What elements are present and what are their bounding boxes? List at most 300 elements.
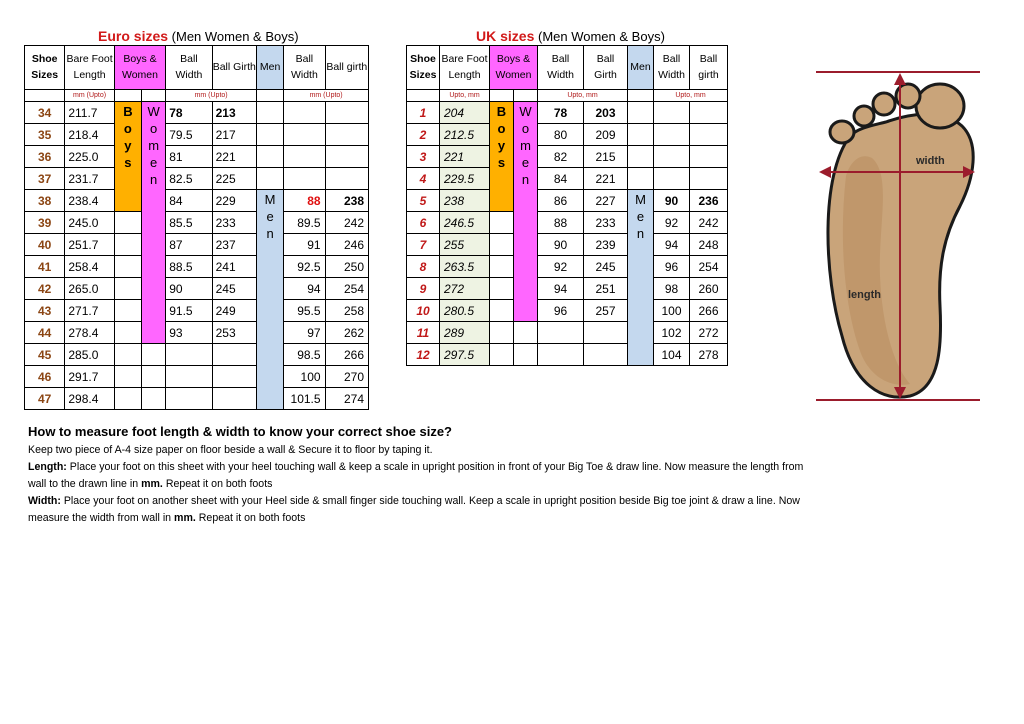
men-ball-girth: 250 <box>325 256 368 278</box>
empty-cell <box>490 344 514 366</box>
men-ball-girth <box>325 168 368 190</box>
ball-width: 84 <box>538 168 584 190</box>
euro.women_label-letter: W <box>147 104 160 119</box>
men-ball-girth <box>325 124 368 146</box>
size-row <box>25 124 369 146</box>
euro.boys_label-letter: y <box>124 137 132 153</box>
header-bare-foot-length: Bare Foot Length <box>65 46 114 90</box>
size-row <box>25 190 369 212</box>
empty-cell <box>114 212 141 234</box>
uk-title <box>476 28 665 44</box>
ball-girth: 227 <box>584 190 628 212</box>
shoe-size: 9 <box>407 278 440 300</box>
unit-length: Upto, mm <box>440 90 490 102</box>
ball-width: 88.5 <box>166 256 212 278</box>
ball-width: 82.5 <box>166 168 212 190</box>
men-ball-width <box>654 146 690 168</box>
ball-width: 85.5 <box>166 212 212 234</box>
uk-title-main: UK sizes <box>476 28 535 44</box>
ball-width: 86 <box>538 190 584 212</box>
men-ball-width <box>284 124 325 146</box>
ball-width: 78 <box>538 102 584 124</box>
shoe-size: 8 <box>407 256 440 278</box>
ball-width: 81 <box>166 146 212 168</box>
men-ball-width: 88 <box>284 190 325 212</box>
bare-foot-length: 289 <box>440 322 490 344</box>
uk.women_label-letter: e <box>521 154 530 170</box>
shoe-size: 3 <box>407 146 440 168</box>
ball-width: 87 <box>166 234 212 256</box>
bare-foot-length: 285.0 <box>65 344 114 366</box>
bare-foot-length: 225.0 <box>65 146 114 168</box>
men-ball-girth: 270 <box>325 366 368 388</box>
ball-girth: 249 <box>212 300 256 322</box>
unit-cell <box>25 90 65 102</box>
empty-cell <box>628 102 654 124</box>
bare-foot-length: 263.5 <box>440 256 490 278</box>
size-row <box>407 102 728 124</box>
size-row <box>25 344 369 366</box>
uk.women_label-letter: W <box>519 104 532 119</box>
boys-label <box>114 102 141 212</box>
men-ball-width: 97 <box>284 322 325 344</box>
men-ball-girth: 258 <box>325 300 368 322</box>
men-ball-width: 98.5 <box>284 344 325 366</box>
uk.men_label-letter: n <box>636 225 645 241</box>
shoe-size: 4 <box>407 168 440 190</box>
euro.women_label-letter: m <box>148 137 160 153</box>
empty-cell <box>490 234 514 256</box>
euro-title-sub: (Men Women & Boys) <box>171 29 299 44</box>
header-men: Men <box>256 46 283 90</box>
men-ball-girth: 260 <box>690 278 728 300</box>
unit-ball: mm (Upto) <box>166 90 257 102</box>
header-boys-women: Boys & Women <box>490 46 538 90</box>
foot-width-label: width <box>916 155 945 167</box>
euro.women_label-letter: o <box>149 120 158 136</box>
ball-width: 78 <box>166 102 212 124</box>
ball-girth: 213 <box>212 102 256 124</box>
uk.women_label-letter: o <box>521 120 530 136</box>
men-ball-girth: 238 <box>325 190 368 212</box>
toe-5 <box>830 121 854 143</box>
header-men-ball-girth: Ball girth <box>325 46 368 90</box>
instructions-heading: How to measure foot length & width to know your correct shoe size? <box>28 424 452 439</box>
empty-cell <box>490 278 514 300</box>
toe-4 <box>854 106 874 126</box>
uk.boys_label-letter: B <box>496 104 507 119</box>
empty-cell <box>514 344 538 366</box>
euro.men_label-letter: n <box>266 225 274 241</box>
foot-measurement-illustration <box>812 66 982 408</box>
ball-girth: 225 <box>212 168 256 190</box>
men-ball-girth: 242 <box>690 212 728 234</box>
bare-foot-length: 251.7 <box>65 234 114 256</box>
men-ball-width: 96 <box>654 256 690 278</box>
men-ball-girth: 266 <box>325 344 368 366</box>
men-ball-girth: 254 <box>690 256 728 278</box>
size-row <box>407 168 728 190</box>
size-row <box>407 124 728 146</box>
ball-width <box>538 322 584 344</box>
shoe-size: 36 <box>25 146 65 168</box>
unit-cell <box>114 90 141 102</box>
instructions-width <box>28 493 808 527</box>
bare-foot-length: 204 <box>440 102 490 124</box>
uk.men_label-letter: e <box>636 208 645 224</box>
ball-width: 91.5 <box>166 300 212 322</box>
shoe-size: 6 <box>407 212 440 234</box>
shoe-size: 38 <box>25 190 65 212</box>
empty-cell <box>490 300 514 322</box>
uk.women_label-letter: n <box>521 171 530 187</box>
men-ball-width: 90 <box>654 190 690 212</box>
bare-foot-length: 278.4 <box>65 322 114 344</box>
men-ball-girth <box>690 168 728 190</box>
empty-cell <box>256 168 283 190</box>
unit-cell <box>407 90 440 102</box>
women-label <box>142 102 166 344</box>
bare-foot-length: 229.5 <box>440 168 490 190</box>
ball-girth: 237 <box>212 234 256 256</box>
width-arrow-head-left <box>819 166 831 178</box>
ball-girth: 245 <box>584 256 628 278</box>
header-men-ball-width: Ball Width <box>654 46 690 90</box>
ball-width: 80 <box>538 124 584 146</box>
empty-cell <box>490 322 514 344</box>
ball-width <box>538 344 584 366</box>
ball-girth: 209 <box>584 124 628 146</box>
men-ball-width: 89.5 <box>284 212 325 234</box>
size-row <box>25 146 369 168</box>
men-ball-girth <box>325 102 368 124</box>
ball-girth: 239 <box>584 234 628 256</box>
men-ball-width: 95.5 <box>284 300 325 322</box>
uk.women_label-letter: m <box>520 137 531 153</box>
size-row <box>25 102 369 124</box>
bare-foot-length: 211.7 <box>65 102 114 124</box>
bare-foot-length: 231.7 <box>65 168 114 190</box>
ball-girth: 221 <box>584 168 628 190</box>
empty-cell <box>114 278 141 300</box>
ball-girth <box>212 366 256 388</box>
empty-cell <box>256 146 283 168</box>
ball-width: 82 <box>538 146 584 168</box>
size-row <box>25 234 369 256</box>
measurement-instructions <box>28 423 808 527</box>
bare-foot-length: 265.0 <box>65 278 114 300</box>
men-ball-girth: 272 <box>690 322 728 344</box>
empty-cell <box>142 344 166 366</box>
empty-cell <box>490 256 514 278</box>
empty-cell <box>628 168 654 190</box>
empty-cell <box>114 344 141 366</box>
men-ball-girth: 262 <box>325 322 368 344</box>
empty-cell <box>114 388 141 410</box>
ball-width <box>166 366 212 388</box>
size-row <box>25 388 369 410</box>
unit-cell <box>628 90 654 102</box>
men-ball-width <box>654 102 690 124</box>
men-ball-girth: 266 <box>690 300 728 322</box>
size-row <box>407 234 728 256</box>
unit-cell <box>142 90 166 102</box>
header-men: Men <box>628 46 654 90</box>
ball-width: 90 <box>166 278 212 300</box>
men-ball-girth: 242 <box>325 212 368 234</box>
toe-3 <box>873 93 895 115</box>
shoe-size: 41 <box>25 256 65 278</box>
header-ball-girth: Ball Girth <box>584 46 628 90</box>
length-label: Length: <box>28 461 67 473</box>
ball-width: 94 <box>538 278 584 300</box>
empty-cell <box>114 234 141 256</box>
men-ball-girth: 274 <box>325 388 368 410</box>
size-row <box>25 168 369 190</box>
bare-foot-length: 272 <box>440 278 490 300</box>
men-ball-width <box>284 168 325 190</box>
empty-cell <box>256 102 283 124</box>
unit-cell <box>514 90 538 102</box>
size-row <box>25 366 369 388</box>
foot-length-label: length <box>848 289 881 301</box>
uk-title-sub: (Men Women & Boys) <box>537 29 665 44</box>
empty-cell <box>142 366 166 388</box>
euro-title <box>98 28 299 44</box>
shoe-size: 40 <box>25 234 65 256</box>
ball-girth: 253 <box>212 322 256 344</box>
ball-width: 84 <box>166 190 212 212</box>
size-row <box>407 344 728 366</box>
men-ball-width: 100 <box>284 366 325 388</box>
ball-width: 92 <box>538 256 584 278</box>
shoe-size: 44 <box>25 322 65 344</box>
unit-men: mm (Upto) <box>284 90 369 102</box>
boys-label <box>490 102 514 212</box>
euro.boys_label-letter: s <box>124 154 132 170</box>
men-ball-width: 92.5 <box>284 256 325 278</box>
bare-foot-length: 218.4 <box>65 124 114 146</box>
men-ball-width: 98 <box>654 278 690 300</box>
length-arrow-head-top <box>894 73 906 85</box>
empty-cell <box>142 388 166 410</box>
men-ball-width <box>284 146 325 168</box>
unit-ball: Upto, mm <box>538 90 628 102</box>
header-bare-foot-length: Bare Foot Length <box>440 46 490 90</box>
size-row <box>407 256 728 278</box>
size-row <box>25 278 369 300</box>
size-row <box>25 322 369 344</box>
men-ball-width: 100 <box>654 300 690 322</box>
euro.women_label-letter: n <box>149 171 158 187</box>
women-label <box>514 102 538 322</box>
men-ball-width <box>284 102 325 124</box>
bare-foot-length: 238 <box>440 190 490 212</box>
shoe-size: 12 <box>407 344 440 366</box>
empty-cell <box>114 256 141 278</box>
size-row <box>407 278 728 300</box>
shoe-size: 1 <box>407 102 440 124</box>
euro.women_label-letter: e <box>149 154 158 170</box>
bare-foot-length: 271.7 <box>65 300 114 322</box>
shoe-size: 35 <box>25 124 65 146</box>
men-ball-width: 91 <box>284 234 325 256</box>
bare-foot-length: 221 <box>440 146 490 168</box>
unit-men: Upto, mm <box>654 90 728 102</box>
shoe-size: 37 <box>25 168 65 190</box>
euro-title-main: Euro sizes <box>98 28 169 44</box>
size-row <box>407 322 728 344</box>
uk.men_label-letter: M <box>635 192 646 207</box>
men-ball-girth: 236 <box>690 190 728 212</box>
shoe-size: 45 <box>25 344 65 366</box>
empty-cell <box>114 322 141 344</box>
size-row <box>407 146 728 168</box>
header-ball-width: Ball Width <box>166 46 212 90</box>
men-ball-girth <box>325 146 368 168</box>
shoe-size: 11 <box>407 322 440 344</box>
empty-cell <box>628 146 654 168</box>
bare-foot-length: 212.5 <box>440 124 490 146</box>
shoe-size: 42 <box>25 278 65 300</box>
empty-cell <box>114 366 141 388</box>
men-ball-girth <box>690 146 728 168</box>
ball-girth: 215 <box>584 146 628 168</box>
men-ball-girth: 246 <box>325 234 368 256</box>
men-ball-girth <box>690 124 728 146</box>
men-ball-girth: 278 <box>690 344 728 366</box>
bare-foot-length: 255 <box>440 234 490 256</box>
size-row <box>407 190 728 212</box>
empty-cell <box>490 212 514 234</box>
unit-length: mm (Upto) <box>65 90 114 102</box>
ball-girth: 217 <box>212 124 256 146</box>
bare-foot-length: 280.5 <box>440 300 490 322</box>
shoe-size: 34 <box>25 102 65 124</box>
ball-girth: 233 <box>584 212 628 234</box>
euro.men_label-letter: M <box>264 192 276 207</box>
length-text-b: Repeat it on both foots <box>165 478 273 490</box>
men-ball-width: 101.5 <box>284 388 325 410</box>
size-row <box>407 212 728 234</box>
unit-cell <box>490 90 514 102</box>
size-row <box>25 256 369 278</box>
men-ball-girth <box>690 102 728 124</box>
men-ball-width: 94 <box>284 278 325 300</box>
uk-size-table <box>406 45 728 366</box>
bare-foot-length: 298.4 <box>65 388 114 410</box>
shoe-size: 10 <box>407 300 440 322</box>
euro.boys_label-letter: o <box>123 120 132 136</box>
empty-cell <box>514 322 538 344</box>
header-shoe-sizes: Shoe Sizes <box>407 46 440 90</box>
ball-girth <box>584 344 628 366</box>
uk.boys_label-letter: s <box>497 154 506 170</box>
bare-foot-length: 238.4 <box>65 190 114 212</box>
width-text-a: Place your foot on another sheet with your Heel side & small finger side touching wall. Keep a scale in upright position beside Big toe joint & draw a line. Now measure the width from wall in <box>28 495 800 524</box>
shoe-size: 43 <box>25 300 65 322</box>
shoe-size: 7 <box>407 234 440 256</box>
ball-width: 93 <box>166 322 212 344</box>
euro.boys_label-letter: B <box>123 104 133 119</box>
length-text-a: Place your foot on this sheet with your heel touching wall & keep a scale in upright position in front of your Big Toe & draw line. Now measure the length from wall to the drawn line in <box>28 461 804 490</box>
size-row <box>25 300 369 322</box>
empty-cell <box>114 300 141 322</box>
bare-foot-length: 297.5 <box>440 344 490 366</box>
bare-foot-length: 291.7 <box>65 366 114 388</box>
men-ball-width <box>654 168 690 190</box>
header-ball-width: Ball Width <box>538 46 584 90</box>
euro.men_label-letter: e <box>266 208 274 224</box>
ball-girth: 229 <box>212 190 256 212</box>
ball-girth: 241 <box>212 256 256 278</box>
ball-width <box>166 344 212 366</box>
shoe-size: 2 <box>407 124 440 146</box>
header-ball-girth: Ball Girth <box>212 46 256 90</box>
size-row <box>407 300 728 322</box>
unit-cell <box>256 90 283 102</box>
empty-cell <box>256 124 283 146</box>
bare-foot-length: 245.0 <box>65 212 114 234</box>
men-ball-width: 102 <box>654 322 690 344</box>
men-ball-girth: 248 <box>690 234 728 256</box>
width-label: Width: <box>28 495 61 507</box>
header-boys-women: Boys & Women <box>114 46 165 90</box>
header-men-ball-width: Ball Width <box>284 46 325 90</box>
men-label <box>256 190 283 410</box>
shoe-size: 46 <box>25 366 65 388</box>
instructions-line1: Keep two piece of A-4 size paper on floor beside a wall & Secure it to floor by taping it. <box>28 444 433 456</box>
size-row <box>25 212 369 234</box>
men-label <box>628 190 654 366</box>
uk.boys_label-letter: o <box>497 120 506 136</box>
men-ball-width: 92 <box>654 212 690 234</box>
ball-width <box>166 388 212 410</box>
ball-girth <box>584 322 628 344</box>
ball-width: 96 <box>538 300 584 322</box>
men-ball-width <box>654 124 690 146</box>
men-ball-width: 104 <box>654 344 690 366</box>
big-toe <box>916 84 964 128</box>
empty-cell <box>628 124 654 146</box>
ball-girth: 257 <box>584 300 628 322</box>
width-text-b: Repeat it on both foots <box>198 512 306 524</box>
ball-girth: 221 <box>212 146 256 168</box>
ball-girth: 245 <box>212 278 256 300</box>
shoe-size: 47 <box>25 388 65 410</box>
men-ball-girth: 254 <box>325 278 368 300</box>
ball-width: 79.5 <box>166 124 212 146</box>
ball-width: 88 <box>538 212 584 234</box>
length-mm: mm. <box>141 478 163 490</box>
bare-foot-length: 258.4 <box>65 256 114 278</box>
ball-girth: 233 <box>212 212 256 234</box>
shoe-size: 5 <box>407 190 440 212</box>
euro-size-table <box>24 45 369 410</box>
width-mm: mm. <box>174 512 196 524</box>
bare-foot-length: 246.5 <box>440 212 490 234</box>
uk.boys_label-letter: y <box>497 137 506 153</box>
ball-girth <box>212 344 256 366</box>
header-men-ball-girth: Ball girth <box>690 46 728 90</box>
instructions-length <box>28 459 808 493</box>
ball-width: 90 <box>538 234 584 256</box>
ball-girth: 251 <box>584 278 628 300</box>
ball-girth: 203 <box>584 102 628 124</box>
header-shoe-sizes: Shoe Sizes <box>25 46 65 90</box>
ball-girth <box>212 388 256 410</box>
men-ball-width: 94 <box>654 234 690 256</box>
